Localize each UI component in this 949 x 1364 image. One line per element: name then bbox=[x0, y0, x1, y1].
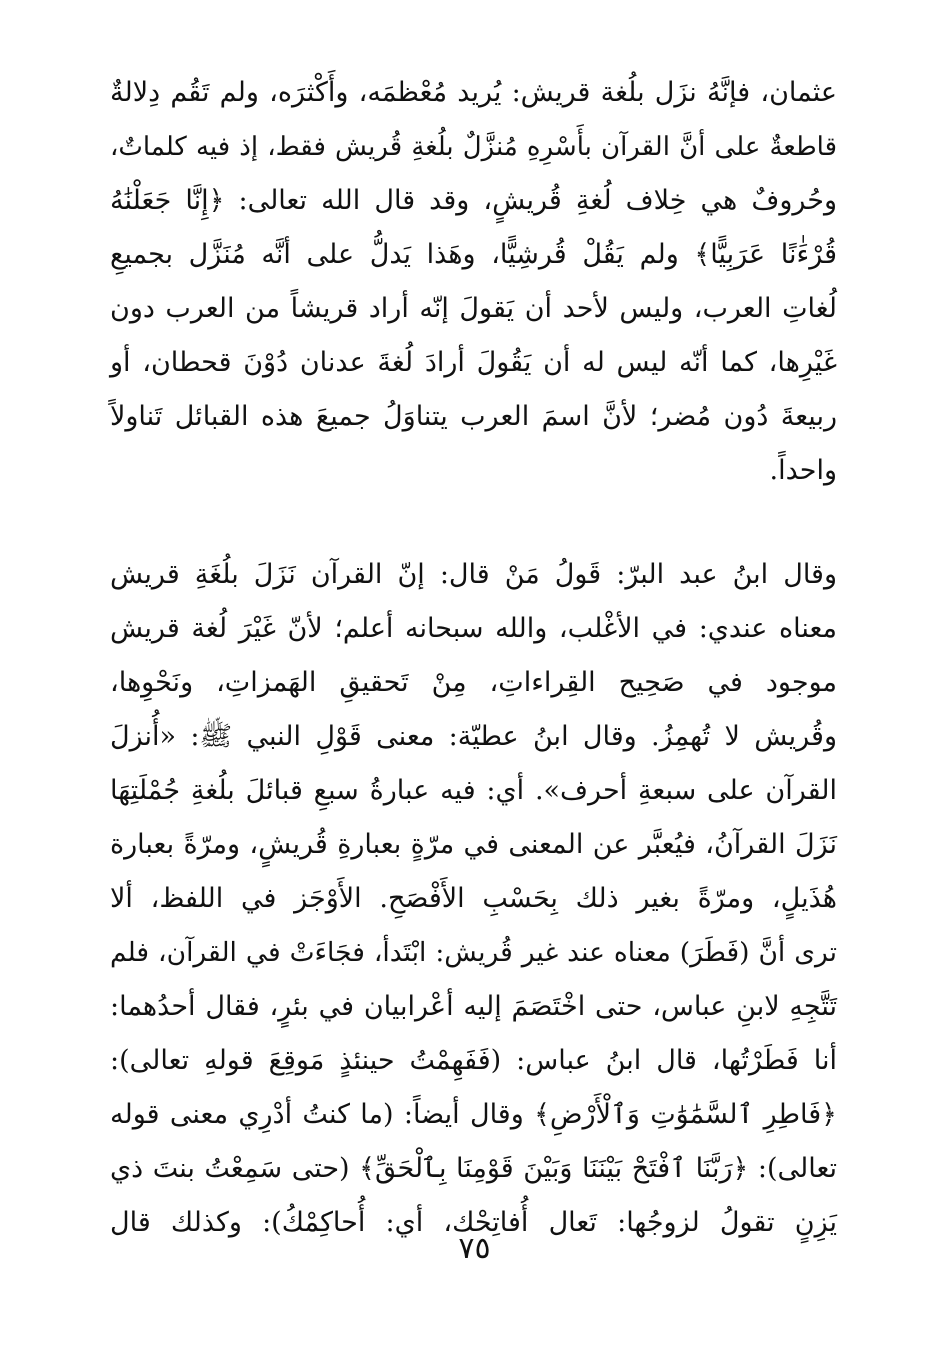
text-line: ﴿فَاطِرِ ٱلسَّمَٰوَٰتِ وَٱلْأَرْضِ﴾ وقال أيضاً: (ما كنتُ أدْرِي معنى قوله bbox=[110, 1099, 837, 1130]
text-line: هُذَيلٍ، ومرّةً بغير ذلك بِحَسْبِ الأَفْصَحِ. الأَوْجَز في اللفظ، ألا bbox=[110, 883, 837, 914]
paragraph-2 bbox=[110, 548, 837, 1250]
text-line: يَزِنٍ تقولُ لزوجُها: تَعال أُفاتِحْك، أي: أُحاكِمْكُ): وكذلك قال bbox=[110, 1207, 837, 1238]
text-line: لُغاتِ العرب، وليس لأحد أن يَقولَ إنّه أراد قريشاً من العرب دون bbox=[110, 293, 837, 324]
text-line: تَتَّجِهِ لابنِ عباس، حتى اخْتَصَمَ إليه أعْرابيان في بئرٍ، فقال أحدُهما: bbox=[110, 991, 837, 1022]
text-line: ترى أنَّ (فَطَرَ) معناه عند غير قُريش: ابْتَدأ، فجَاءَتْ في القرآن، فلم bbox=[110, 937, 837, 968]
text-line: وقال ابنُ عبد البرّ: قَولُ مَنْ قال: إنّ القرآن نَزَلَ بلُغَةِ قريش bbox=[110, 559, 837, 590]
text-line: عثمان، فإنَّهُ نزَل بلُغة قريش: يُريد مُعْظمَه، وأَكْثرَه، ولم تَقُم دِلالةٌ bbox=[110, 77, 837, 108]
text-line: القرآن على سبعةِ أحرف». أي: فيه عبارةُ سبعِ قبائلَ بلُغةِ جُمْلَتِهَا bbox=[110, 775, 837, 806]
text-line: واحداً. bbox=[769, 455, 837, 486]
text-line: غَيْرِها، كما أنّه ليس له أن يَقُولَ أرادَ لُغةَ عدنان دُوْنَ قحطان، أو bbox=[110, 347, 837, 378]
text-line: نَزَلَ القرآنُ، فيُعبَّر عن المعنى في مرّةٍ بعبارةِ قُريشٍ، ومرّةً بعبارة bbox=[110, 829, 837, 860]
text-line: وحُروفٌ هي خِلاف لُغةِ قُريشٍ، وقد قال الله تعالى: ﴿إِنَّا جَعَلْنَٰهُ bbox=[110, 185, 837, 216]
text-line: أنا فَطَرْتُها، قال ابنُ عباس: (فَفَهِمْتُ حينئذٍ مَوقِعَ قولهِ تعالى): bbox=[110, 1045, 837, 1076]
text-line: ربيعةَ دُون مُضر؛ لأنَّ اسمَ العرب يتناوَلُ جميعَ هذه القبائل تَناولاً bbox=[110, 401, 837, 432]
text-line: موجود في صَحِيح القِراءاتِ، مِنْ تَحقيقِ الهَمزاتِ، ونَحْوِها، bbox=[110, 667, 837, 698]
text-line: وقُريش لا تُهمِزُ. وقال ابنُ عطيّة: معنى قَوْلِ النبي ﷺ: «أُنزلَ bbox=[110, 721, 837, 752]
text-line: تعالى): ﴿رَبَّنَا ٱفْتَحْ بَيْنَنَا وَبَيْنَ قَوْمِنَا بِٱلْحَقِّ﴾ (حتى سَمِعْتُ بنتَ ذي bbox=[110, 1153, 837, 1184]
page-number: ٧٥ bbox=[458, 1231, 491, 1266]
text-line: قُرْءَٰنًا عَرَبِيًّا﴾ ولم يَقُلْ قُرشِيًّا، وهَذا يَدلُّ على أنَّه مُنَزَّل بجميعِ bbox=[110, 239, 837, 270]
paragraph-1 bbox=[110, 66, 837, 498]
text-line: معناه عندي: في الأغْلب، والله سبحانه أعلم؛ لأنّ غَيْرَ لُغة قريش bbox=[110, 613, 837, 644]
text-line: قاطعةٌ على أنَّ القرآن بأَسْرِهِ مُنزَّلٌ بلُغةِ قُريش فقط، إذ فيه كلماتٌ، bbox=[110, 132, 837, 162]
